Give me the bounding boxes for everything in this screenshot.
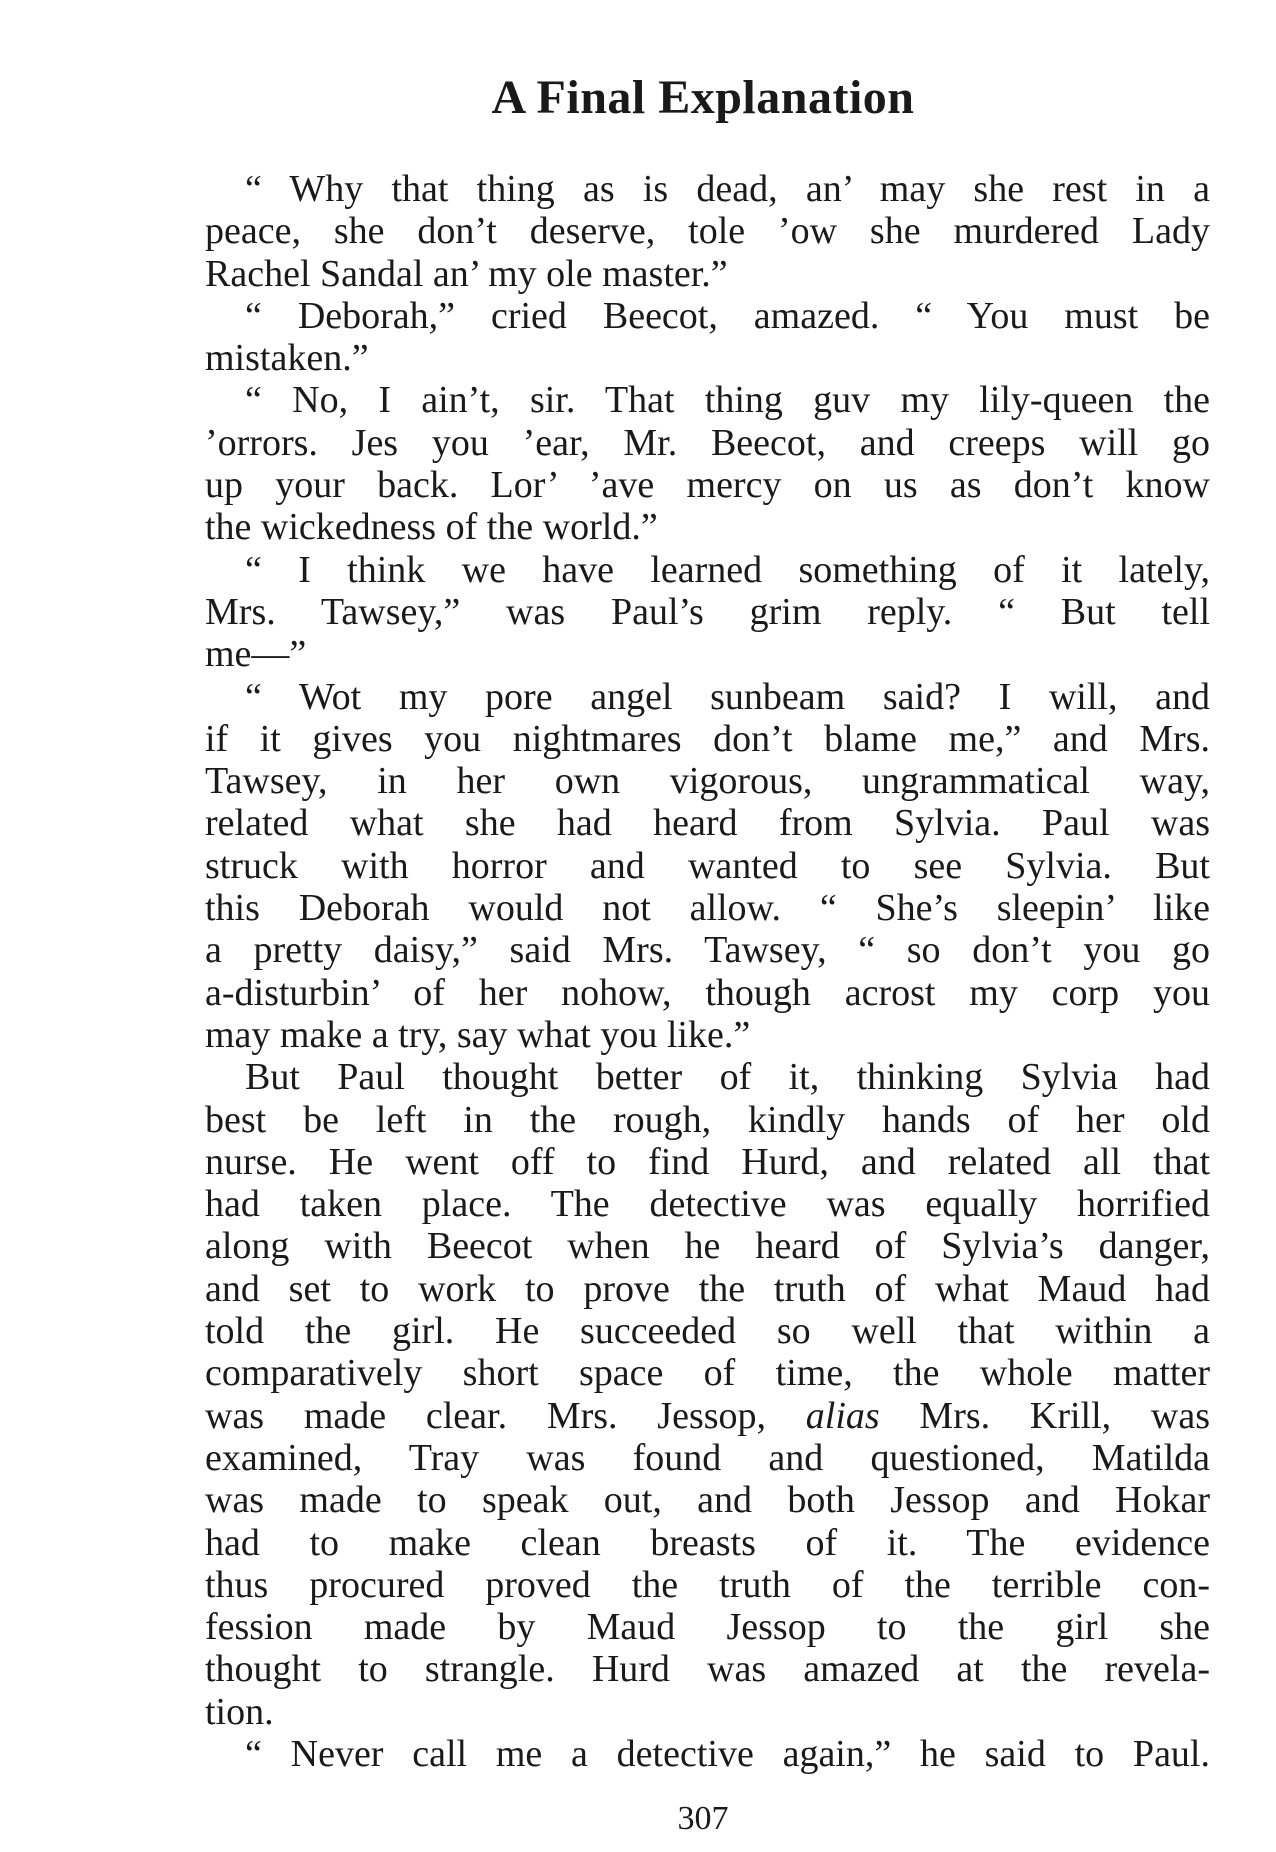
text-line: “ No, I ain’t, sir. That thing guv my lily-queen the [245, 379, 1210, 422]
text-line: “ I think we have learned something of it lately, [245, 548, 1210, 591]
text-line: fession made by Maud Jessop to the girl she [205, 1606, 1210, 1649]
text-line: “ Deborah,” cried Beecot, amazed. “ You must be [245, 294, 1210, 337]
text-line: tion. [205, 1690, 274, 1733]
text-line: had taken place. The detective was equally horrified [205, 1183, 1210, 1226]
text-line: peace, she don’t deserve, tole ’ow she murdered Lady [205, 210, 1210, 253]
text-line: a pretty daisy,” said Mrs. Tawsey, “ so don’t you go [205, 929, 1210, 972]
text-line: up your back. Lor’ ’ave mercy on us as don’t know [205, 464, 1210, 507]
text-line: had to make clean breasts of it. The evidence [205, 1521, 1210, 1564]
text-line: if it gives you nightmares don’t blame me,” and Mrs. [205, 717, 1210, 760]
text-line: struck with horror and wanted to see Sylvia. But [205, 844, 1210, 887]
text-line: may make a try, say what you like.” [205, 1013, 751, 1056]
body-text [205, 168, 1210, 1775]
text-line: thus procured proved the truth of the terrible con- [205, 1563, 1210, 1606]
text-line: “ Wot my pore angel sunbeam said? I will, and [245, 675, 1210, 718]
text-line: thought to strangle. Hurd was amazed at the revela- [205, 1648, 1210, 1691]
text-line: me—” [205, 633, 307, 676]
text-line: ’orrors. Jes you ’ear, Mr. Beecot, and creeps will go [205, 421, 1210, 464]
text-line: Tawsey, in her own vigorous, ungrammatical way, [205, 760, 1210, 803]
text-line: But Paul thought better of it, thinking Sylvia had [245, 1056, 1210, 1099]
text-line: examined, Tray was found and questioned, Matilda [205, 1436, 1210, 1479]
text-line: a-disturbin’ of her nohow, though acrost my corp you [205, 971, 1210, 1014]
text-line: best be left in the rough, kindly hands of her old [205, 1098, 1210, 1141]
text-line: “ Never call me a detective again,” he said to Paul. [245, 1732, 1210, 1775]
text-line: Rachel Sandal an’ my ole master.” [205, 252, 728, 295]
text-line: was made to speak out, and both Jessop and Hokar [205, 1479, 1210, 1522]
text-line: “ Why that thing as is dead, an’ may she rest in a [245, 168, 1210, 210]
text-line: along with Beecot when he heard of Sylvia’s danger, [205, 1225, 1210, 1268]
text-line: the wickedness of the world.” [205, 506, 658, 549]
text-line: this Deborah would not allow. “ She’s sleepin’ like [205, 887, 1210, 930]
text-line: nurse. He went off to find Hurd, and related all that [205, 1140, 1210, 1183]
text-line: comparatively short space of time, the whole matter [205, 1352, 1210, 1395]
text-line: related what she had heard from Sylvia. Paul was [205, 802, 1210, 845]
text-line: Mrs. Tawsey,” was Paul’s grim reply. “ But tell [205, 590, 1210, 633]
text-line: was made clear. Mrs. Jessop, alias Mrs. Krill, was [205, 1394, 1210, 1437]
page-number: 307 [677, 1800, 729, 1837]
text-line: mistaken.” [205, 337, 369, 380]
text-line: and set to work to prove the truth of what Maud had [205, 1267, 1210, 1310]
chapter-title: A Final Explanation [491, 71, 915, 124]
text-line: told the girl. He succeeded so well that within a [205, 1310, 1210, 1353]
